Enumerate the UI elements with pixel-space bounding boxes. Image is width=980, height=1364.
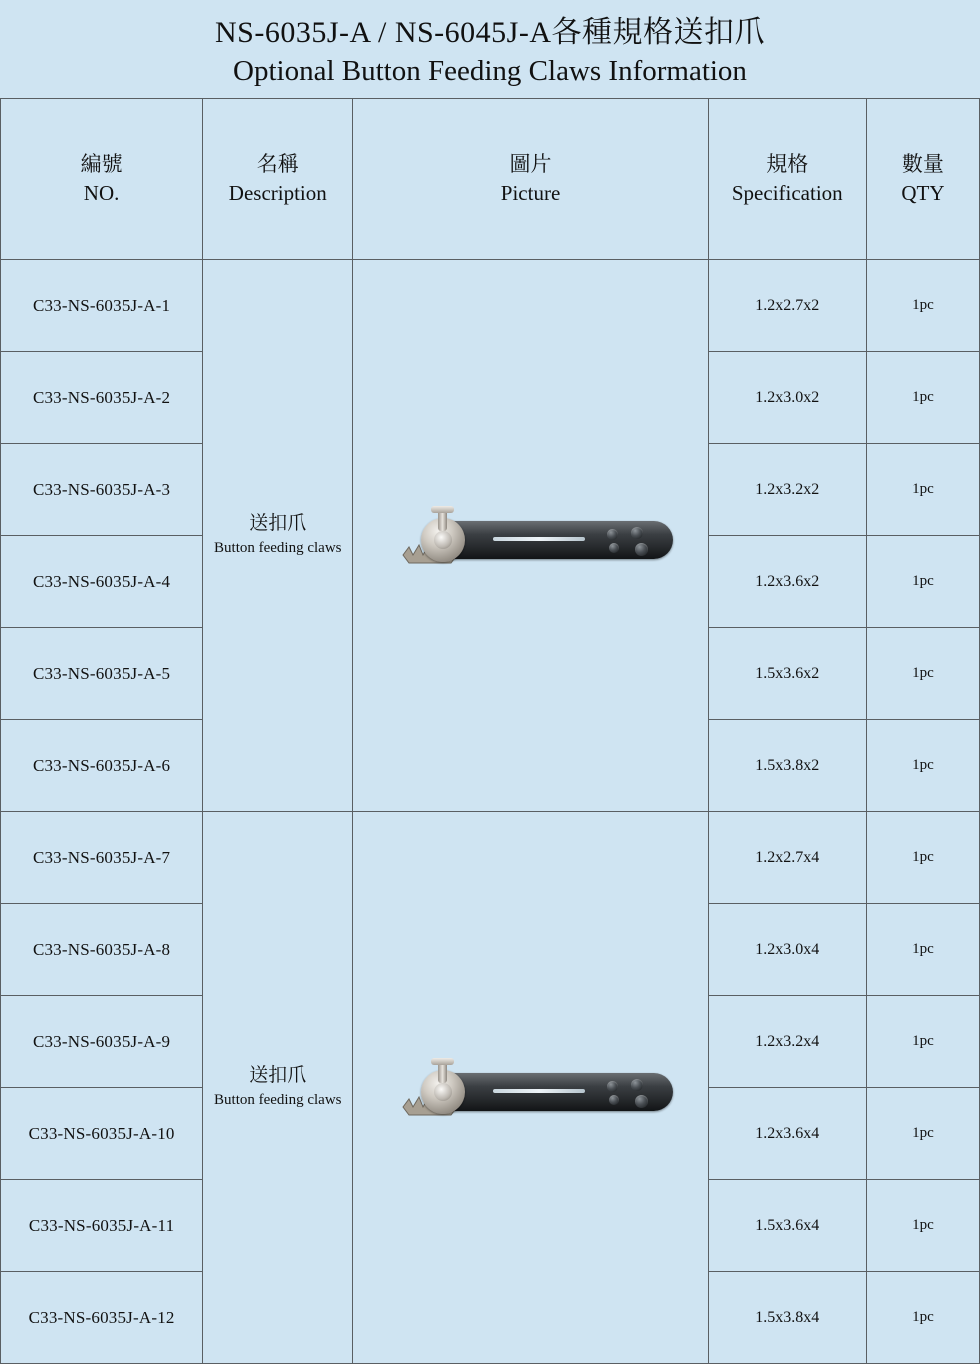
cell-specification: 1.2x2.7x2 (708, 260, 866, 352)
description-chinese: 送扣爪 (249, 512, 307, 534)
cell-specification: 1.5x3.8x2 (708, 720, 866, 812)
cell-description (203, 260, 353, 812)
cell-specification: 1.2x3.6x2 (708, 536, 866, 628)
column-header-qty-en: QTY (901, 181, 945, 205)
cell-specification: 1.2x3.0x4 (708, 904, 866, 996)
cell-no: C33-NS-6035J-A-5 (1, 628, 203, 720)
cell-specification: 1.5x3.8x4 (708, 1272, 866, 1364)
claw-pin-cap (431, 506, 454, 513)
cell-no: C33-NS-6035J-A-4 (1, 536, 203, 628)
cell-no: C33-NS-6035J-A-11 (1, 1180, 203, 1272)
title-english: Optional Button Feeding Claws Information (233, 55, 747, 87)
claw-hole (631, 527, 643, 539)
cell-qty: 1pc (866, 904, 979, 996)
column-header-specification-en: Specification (731, 181, 843, 205)
claw-groove (493, 537, 585, 541)
cell-description (203, 812, 353, 1364)
cell-no: C33-NS-6035J-A-6 (1, 720, 203, 812)
column-header-description-cn: 名稱 (256, 152, 299, 176)
cell-specification: 1.2x3.2x4 (708, 996, 866, 1088)
cell-no: C33-NS-6035J-A-8 (1, 904, 203, 996)
claw-hole (635, 543, 648, 556)
column-header-no (1, 99, 203, 260)
cell-specification: 1.2x2.7x4 (708, 812, 866, 904)
cell-qty: 1pc (866, 352, 979, 444)
claw-pin-cap (431, 1058, 454, 1065)
spec-table (0, 98, 980, 1364)
cell-qty: 1pc (866, 720, 979, 812)
column-header-picture-en: Picture (500, 181, 561, 205)
cell-no: C33-NS-6035J-A-7 (1, 812, 203, 904)
cell-qty: 1pc (866, 1180, 979, 1272)
table-body (1, 260, 980, 1364)
table-header (1, 99, 980, 260)
table-row (1, 260, 980, 352)
cell-qty: 1pc (866, 1088, 979, 1180)
claw-illustration (381, 1057, 681, 1119)
cell-qty: 1pc (866, 260, 979, 352)
cell-specification: 1.2x3.0x2 (708, 352, 866, 444)
column-header-specification-cn: 規格 (766, 152, 809, 176)
column-header-no-en: NO. (83, 181, 120, 205)
cell-qty: 1pc (866, 996, 979, 1088)
description-english: Button feeding claws (214, 539, 342, 556)
description-english: Button feeding claws (214, 1091, 342, 1108)
cell-qty: 1pc (866, 444, 979, 536)
claw-hub-inner (434, 1083, 452, 1101)
claw-illustration (381, 505, 681, 567)
cell-qty: 1pc (866, 1272, 979, 1364)
cell-no: C33-NS-6035J-A-2 (1, 352, 203, 444)
claw-hub-inner (434, 531, 452, 549)
table-header-row (1, 99, 980, 260)
column-header-picture (353, 99, 708, 260)
page-title (0, 0, 980, 90)
column-header-no-cn: 編號 (80, 152, 123, 176)
claw-hole (635, 1095, 648, 1108)
claw-groove (493, 1089, 585, 1093)
claw-hole (609, 543, 619, 553)
table-row (1, 812, 980, 904)
button-feeding-claw-photo (353, 812, 707, 1363)
column-header-description (203, 99, 353, 260)
cell-no: C33-NS-6035J-A-10 (1, 1088, 203, 1180)
cell-specification: 1.2x3.2x2 (708, 444, 866, 536)
column-header-specification (708, 99, 866, 260)
cell-no: C33-NS-6035J-A-9 (1, 996, 203, 1088)
column-header-picture-cn: 圖片 (509, 152, 552, 176)
cell-qty: 1pc (866, 628, 979, 720)
cell-picture (353, 260, 708, 812)
button-feeding-claw-photo (353, 260, 707, 811)
cell-no: C33-NS-6035J-A-3 (1, 444, 203, 536)
cell-no: C33-NS-6035J-A-12 (1, 1272, 203, 1364)
description-chinese: 送扣爪 (249, 1064, 307, 1086)
cell-picture (353, 812, 708, 1364)
claw-hole (607, 529, 618, 540)
cell-no: C33-NS-6035J-A-1 (1, 260, 203, 352)
column-header-qty (866, 99, 979, 260)
claw-hole (607, 1081, 618, 1092)
claw-hole (609, 1095, 619, 1105)
column-header-qty-cn: 數量 (901, 152, 944, 176)
cell-specification: 1.2x3.6x4 (708, 1088, 866, 1180)
cell-qty: 1pc (866, 812, 979, 904)
column-header-description-en: Description (228, 181, 327, 205)
cell-specification: 1.5x3.6x2 (708, 628, 866, 720)
cell-qty: 1pc (866, 536, 979, 628)
claw-hole (631, 1079, 643, 1091)
title-chinese: NS-6035J-A / NS-6045J-A各種規格送扣爪 (214, 16, 766, 49)
cell-specification: 1.5x3.6x4 (708, 1180, 866, 1272)
